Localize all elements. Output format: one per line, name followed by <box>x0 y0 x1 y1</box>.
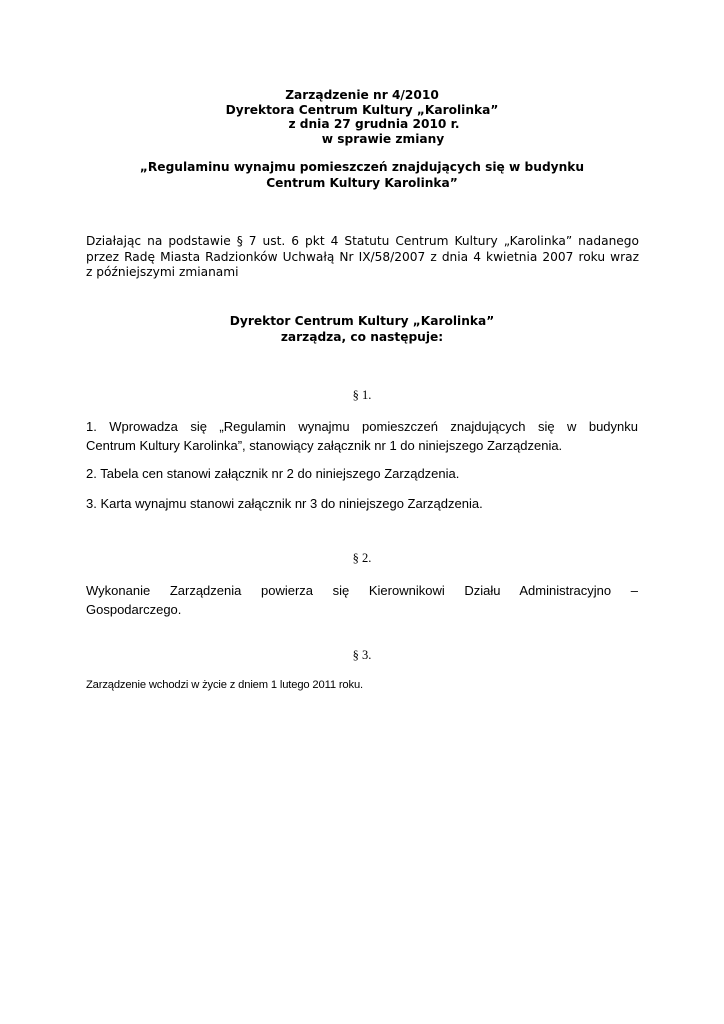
document-subject <box>86 160 638 191</box>
section-2-sign: § 2. <box>352 551 372 565</box>
section-1-item-2: 2. Tabela cen stanowi załącznik nr 2 do niniejszego Zarządzenia. <box>86 466 460 481</box>
section-1-item-1-line-1 <box>86 417 638 436</box>
section-2-line-2: Gospodarczego. <box>86 602 182 617</box>
preamble-line-3: z późniejszymi zmianami <box>86 265 239 279</box>
section-2-line-1 <box>86 581 638 600</box>
director-line-1: Dyrektor Centrum Kultury „Karolinka” <box>229 314 495 328</box>
section-3-text: Zarządzenie wchodzi w życie z dniem 1 lutego 2011 roku. <box>86 679 363 691</box>
title-line-date: z dnia 27 grudnia 2010 r. <box>288 117 460 131</box>
section-3-sign: § 3. <box>352 648 372 662</box>
section-1-item-1-line-2: Centrum Kultury Karolinka”, stanowiący załącznik nr 1 do niniejszego Zarządzenia. <box>86 438 563 453</box>
section-1-sign: § 1. <box>352 388 372 402</box>
director-line-2: zarządza, co następuje: <box>280 329 444 344</box>
title-line-subject-intro: w sprawie zmiany <box>321 131 445 146</box>
title-line-issuer: Dyrektora Centrum Kultury „Karolinka” <box>225 102 499 117</box>
document-title <box>86 88 638 146</box>
preamble-line-1: Działając na podstawie § 7 ust. 6 pkt 4 Statutu Centrum Kultury „Karolinka” nadanego <box>86 234 639 248</box>
section-2-text-1: Wykonanie Zarządzenia powierza się Kierownikowi Działu Administracyjno – <box>86 583 638 598</box>
preamble-line-2: przez Radę Miasta Radzionków Uchwałą Nr IX/58/2007 z dnia 4 kwietnia 2007 roku wraz <box>86 249 639 264</box>
subject-line-1: „Regulaminu wynajmu pomieszczeń znajdujących się w budynku <box>139 160 585 174</box>
director-heading <box>86 314 638 345</box>
subject-line-2: Centrum Kultury Karolinka” <box>266 175 458 190</box>
legal-basis-paragraph <box>86 234 639 281</box>
section-1-item-3: 3. Karta wynajmu stanowi załącznik nr 3 do niniejszego Zarządzenia. <box>86 496 483 511</box>
section-1-item-1-text-1: 1. Wprowadza się „Regulamin wynajmu pomieszczeń znajdujących się w budynku <box>86 419 638 434</box>
title-line-number: Zarządzenie nr 4/2010 <box>285 88 439 102</box>
